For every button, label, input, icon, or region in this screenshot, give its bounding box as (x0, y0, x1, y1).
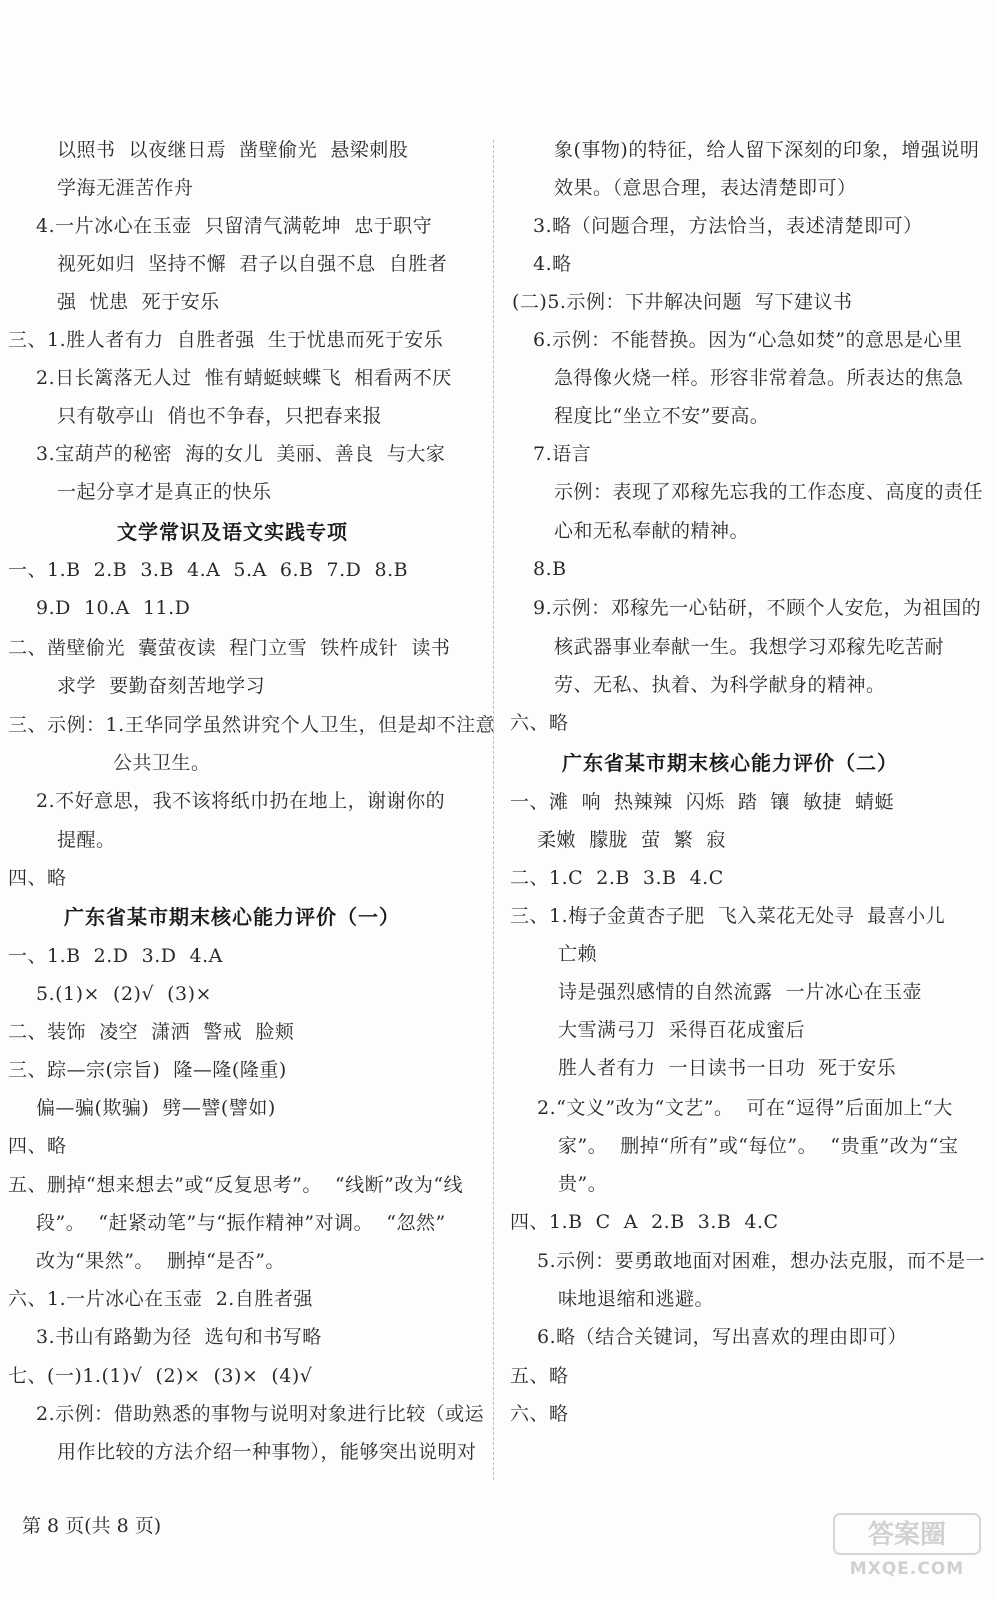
section-title: 广东省某市期末核心能力评价（二） (562, 751, 898, 775)
text-line: 亡赖 (558, 943, 598, 965)
text-line: 8.B (533, 558, 567, 580)
text-line: 5.示例：要勇敢地面对困难，想办法克服，而不是一 (537, 1250, 986, 1272)
text-line: 五、删掉“想来想去”或“反复思考”。 “线断”改为“线 (8, 1174, 464, 1196)
text-line: 用作比较的方法介绍一种事物），能够突出说明对 (57, 1441, 477, 1463)
text-line: 强 忧患 死于安乐 (57, 291, 220, 313)
text-line: 二、1.C 2.B 3.B 4.C (510, 867, 724, 889)
text-line: 只有敬亭山 俏也不争春，只把春来报 (57, 405, 383, 427)
page-number: 第 8 页(共 8 页) (22, 1515, 162, 1537)
text-line: 核武器事业奉献一生。我想学习邓稼先吃苦耐 (554, 636, 945, 658)
text-line: 胜人者有力 一日读书一日功 死于安乐 (558, 1057, 897, 1079)
text-line: 四、略 (8, 1135, 67, 1157)
text-line: 学海无涯苦作舟 (57, 177, 194, 199)
text-line: 求学 要勤奋刻苦地学习 (57, 675, 266, 697)
text-line: 三、踪—宗(宗旨) 隆—隆(隆重) (8, 1059, 287, 1081)
text-line: (二)5.示例：下井解决问题 写下建议书 (512, 291, 853, 313)
column-divider (493, 140, 494, 1480)
text-line: 9.D 10.A 11.D (36, 597, 191, 619)
text-line: 六、1.一片冰心在玉壶 2.自胜者强 (8, 1288, 313, 1310)
text-line: 2.不好意思，我不该将纸巾扔在地上，谢谢你的 (36, 790, 446, 812)
watermark-logo (832, 1510, 982, 1580)
text-line: 3.略（问题合理，方法恰当，表述清楚即可） (533, 215, 923, 237)
text-line: 提醒。 (57, 829, 116, 851)
text-line: 段”。 “赶紧动笔”与“振作精神”对调。 “忽然” (36, 1212, 446, 1234)
watermark-graphic (832, 1510, 982, 1580)
text-line: 一、滩 响 热辣辣 闪烁 踏 镶 敏捷 蜻蜓 (510, 791, 895, 813)
text-line: 9.示例：邓稼先一心钻研，不顾个人安危，为祖国的 (533, 597, 982, 619)
text-line: 一、1.B 2.B 3.B 4.A 5.A 6.B 7.D 8.B (8, 559, 409, 581)
text-line: 2.日长篱落无人过 惟有蜻蜓蛱蝶飞 相看两不厌 (36, 367, 452, 389)
text-line: 程度比“坐立不安”要高。 (554, 405, 770, 427)
text-line: 二、凿壁偷光 囊萤夜读 程门立雪 铁杵成针 读书 (8, 637, 451, 659)
text-line: 四、1.B C A 2.B 3.B 4.C (510, 1211, 779, 1233)
text-line: 3.书山有路勤为径 选句和书写略 (36, 1326, 322, 1348)
text-line: 5.(1)× (2)√ (3)× (36, 983, 212, 1005)
text-line: 心和无私奉献的精神。 (554, 520, 750, 542)
text-line: 4.一片冰心在玉壶 只留清气满乾坤 忠于职守 (36, 215, 433, 237)
text-line: 七、(一)1.(1)√ (2)× (3)× (4)√ (8, 1365, 313, 1387)
text-line: 柔嫩 朦胧 萤 繁 寂 (537, 829, 726, 851)
text-line: 2.“文义”改为“文艺”。 可在“逗得”后面加上“大 (537, 1097, 953, 1119)
text-line: 大雪满弓刀 采得百花成蜜后 (558, 1019, 806, 1041)
watermark-top-text: 答案圈 (867, 1520, 947, 1550)
text-line: 家”。 删掉“所有”或“每位”。 “贵重”改为“宝 (558, 1135, 959, 1157)
text-line: 3.宝葫芦的秘密 海的女儿 美丽、善良 与大家 (36, 443, 446, 465)
watermark-bottom-text: MXQE.COM (849, 1559, 965, 1579)
text-line: 一、1.B 2.D 3.D 4.A (8, 945, 223, 967)
text-line: 三、示例：1.王华同学虽然讲究个人卫生，但是却不注意 (8, 714, 496, 736)
text-line: 以照书 以夜继日焉 凿壁偷光 悬梁刺股 (57, 139, 409, 161)
section-title: 文学常识及语文实践专项 (117, 520, 348, 544)
text-line: 公共卫生。 (113, 752, 211, 774)
text-line: 4.略 (533, 253, 572, 275)
text-line: 象(事物)的特征，给人留下深刻的印象，增强说明 (554, 139, 980, 161)
text-line: 2.示例：借助熟悉的事物与说明对象进行比较（或运 (36, 1403, 485, 1425)
text-line: 味地退缩和逃避。 (558, 1288, 715, 1310)
text-line: 六、略 (510, 1403, 569, 1425)
text-line: 急得像火烧一样。形容非常着急。所表达的焦急 (554, 367, 964, 389)
text-line: 劳、无私、执着、为科学献身的精神。 (554, 674, 886, 696)
text-line: 二、装饰 凌空 潇洒 警戒 脸颊 (8, 1021, 295, 1043)
text-line: 四、略 (8, 867, 67, 889)
text-line: 视死如归 坚持不懈 君子以自强不息 自胜者 (57, 253, 448, 275)
text-line: 三、1.胜人者有力 自胜者强 生于忧患而死于安乐 (8, 329, 444, 351)
text-line: 6.示例：不能替换。因为“心急如焚”的意思是心里 (533, 329, 963, 351)
text-line: 诗是强烈感情的自然流露 一片冰心在玉壶 (558, 981, 923, 1003)
text-line: 7.语言 (533, 443, 592, 465)
text-line: 一起分享才是真正的快乐 (57, 481, 272, 503)
text-line: 三、1.梅子金黄杏子肥 飞入菜花无处寻 最喜小儿 (510, 905, 946, 927)
text-line: 示例：表现了邓稼先忘我的工作态度、高度的责任 (554, 481, 984, 503)
section-title: 广东省某市期末核心能力评价（一） (64, 905, 400, 929)
text-line: 效果。（意思合理，表达清楚即可） (554, 177, 857, 199)
text-line: 贵”。 (558, 1173, 608, 1195)
text-line: 偏—骗(欺骗) 劈—譬(譬如) (36, 1097, 276, 1119)
text-line: 六、略 (510, 712, 569, 734)
text-line: 五、略 (510, 1365, 569, 1387)
text-line: 6.略（结合关键词，写出喜欢的理由即可） (537, 1326, 908, 1348)
text-line: 改为“果然”。 删掉“是否”。 (36, 1250, 285, 1272)
